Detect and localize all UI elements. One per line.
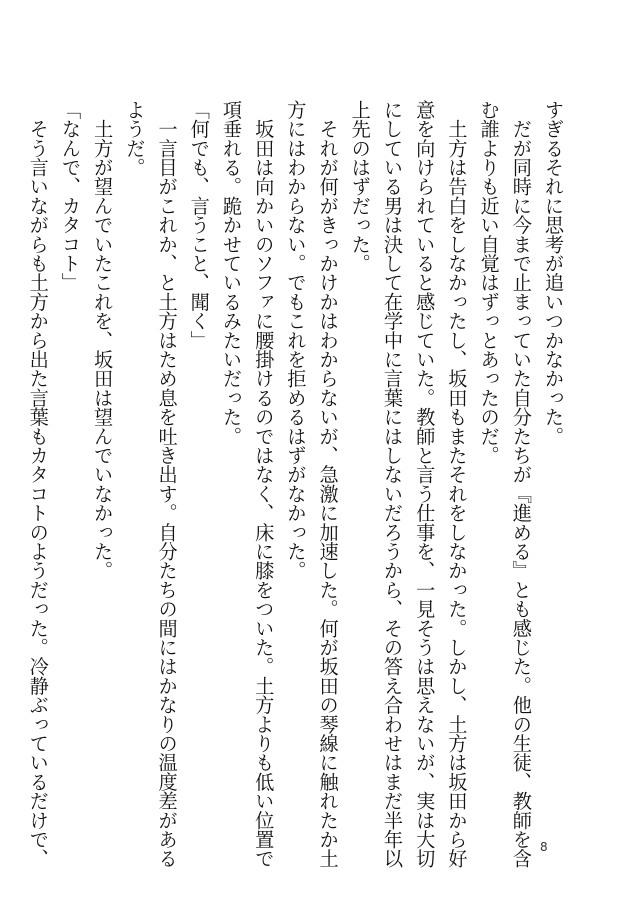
text-line: 一言目がこれか、と土方はため息を吐き出す。自分たちの間にはかなりの温度差がある bbox=[155, 100, 179, 868]
text-line: 土方は告白をしなかったし、坂田もまたそれをしなかった。しかし、土方は坂田から好 bbox=[445, 100, 469, 868]
text-line: 上先のはずだった。 bbox=[348, 100, 372, 273]
text-line: だが同時に今まで止まっていた自分たちが『進める』とも感じた。他の生徒、教師を含 bbox=[509, 100, 533, 868]
text-line: 意を向けられていると感じていた。教師と言う仕事を、一見そうは思えないが、実は大切 bbox=[413, 100, 437, 868]
text-line: 坂田は向かいのソファに腰掛けるのではなく、床に膝をついた。土方よりも低い位置で bbox=[252, 100, 276, 868]
text-line: む誰よりも近い自覚はずっとあったのだ。 bbox=[477, 100, 501, 465]
text-line: そう言いながらも土方から出た言葉もカタコトのようだった。冷静ぶっているだけで、 bbox=[26, 100, 50, 868]
text-line: 土方が望んでいたこれを、坂田は望んでいなかった。 bbox=[91, 100, 115, 580]
text-line: にしている男は決して在学中に言葉にはしないだろうから、その答え合わせはまだ半年以 bbox=[380, 100, 404, 868]
text-line: それが何がきっかけかはわからないが、急激に加速した。何が坂田の琴線に触れたか土 bbox=[316, 100, 340, 868]
text-line: ようだ。 bbox=[123, 100, 147, 177]
text-line: 「なんで、カタコト」 bbox=[58, 100, 82, 292]
text-line: 項垂れる。跪かせているみたいだった。 bbox=[219, 100, 243, 446]
novel-body-text bbox=[26, 100, 569, 868]
page-number: 8 bbox=[540, 840, 548, 854]
text-line: すぎるそれに思考が追いつかなかった。 bbox=[542, 100, 565, 446]
text-line: 「何でも、言うこと、聞く」 bbox=[187, 100, 211, 350]
text-line: 方にはわからない。でもこれを拒めるはずがなかった。 bbox=[284, 100, 308, 580]
